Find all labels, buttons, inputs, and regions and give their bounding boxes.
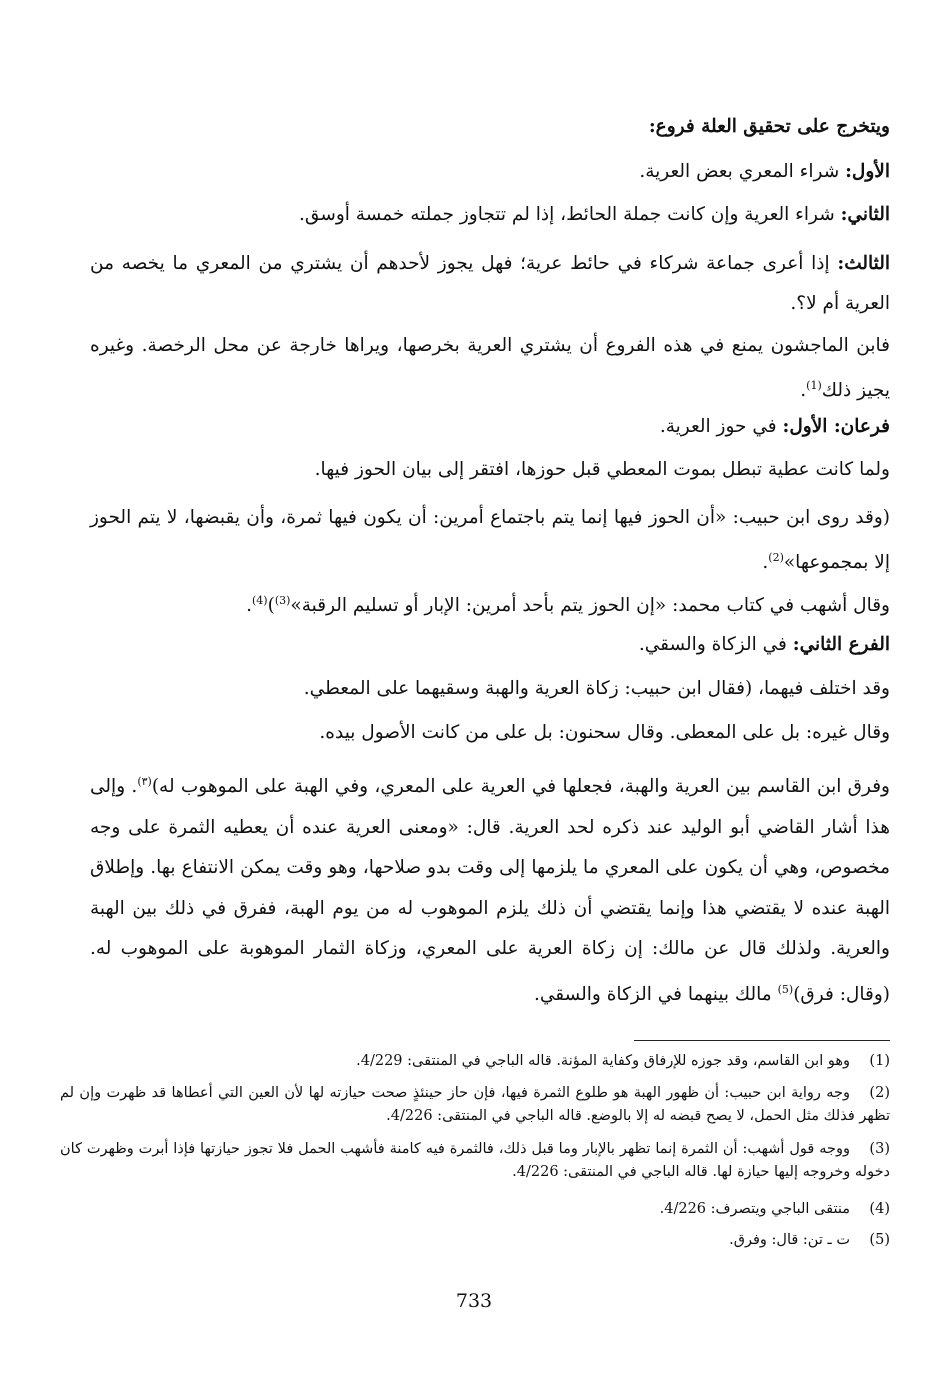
footnote-ref: (2) — [768, 551, 784, 564]
footnote-text: ووجه قول أشهب: أن الثمرة إنما تظهر بالإبار وما قبل ذلك، فالثمرة فيه كامنة فأشهب الحمل فلا تجوز حيازتها فإذا أبرت وظهرت كان دخوله وخروجه إليها حيازة لها. قاله الباجي في المنتقى: 4/226. — [60, 1141, 890, 1180]
footnote-ref: (٣) — [137, 775, 152, 788]
paragraph-ashhab — [90, 586, 890, 621]
footnote-ref: (3) — [274, 594, 291, 607]
paragraph-text: وفرق ابن القاسم بين العرية والهبة، فجعلها في العرية على المعري، وفي الهبة على الموهوب له) — [151, 776, 890, 798]
footnote-ref: (4) — [252, 594, 268, 607]
footnote-ref: (5) — [777, 982, 794, 996]
paragraph-text: فابن الماجشون يمنع في هذه الفروع أن يشتري العرية بخرصها، ويراها خارجة عن محل الرخصة. وغيره يجيز ذلك — [90, 335, 890, 402]
paragraph-sahnun — [90, 718, 890, 748]
paragraph-disagreement — [90, 674, 890, 704]
paragraph-text: وقال غيره: بل على المعطى. وقال سحنون: بل على من كانت الأصول بيده. — [319, 722, 890, 743]
paragraph-text: (وقد روى ابن حبيب: «أن الحوز فيها إنما يتم باجتماع أمرين: أن يكون فيها ثمرة، وأن يقبضها، لا يتم الحوز إلا بمجموعها» — [90, 507, 890, 574]
paragraph-two-branches — [90, 412, 890, 442]
footnote-separator — [634, 1040, 890, 1041]
footnote-5 — [60, 1229, 890, 1252]
paragraph-second-branch — [90, 200, 890, 230]
footnote-text: وجه رواية ابن حبيب: أن ظهور الهبة هو طلوع الثمرة فيها، فإن حاز حينئذٍ صحت حيازته لها لأن العين التي أعطاها قد ظهرت وإن لم تظهر فذلك مثل الحمل، لا يصح قبضه له إلا بالوضع. قاله الباجي في المنتقى: 4/226. — [60, 1085, 890, 1124]
paragraph-text: . — [800, 380, 807, 402]
paragraph-text: . وإلى هذا أشار القاضي أبو الوليد عند ذكره لحد العرية. قال: «ومعنى العرية عنده أن يعطيه الثمرة على وجه مخصوص، وهي أن يكون على المعري ما يلزمها إلى وقت بدو صلاحها، وهو وقت يمكن الانتفاع بها. وإطلاق الهبة عنده لا يقتضي هذا وإنما يقتضي أن ذلك يلزم الموهوب له من يوم الهبة، ففرق في ذلك بين الهبة والعرية. ولذلك قال عن مالك: إن زكاة العرية على المعري، وزكاة الثمار الموهوبة على الموهوب له. (وقال: فرق) — [90, 776, 890, 1005]
paragraph-first-branch — [90, 157, 890, 187]
paragraph-text: في حوز العرية. — [659, 416, 783, 437]
heading-text: ويتخرج على تحقيق العلة فروع: — [648, 116, 890, 137]
footnote-number: (4) — [869, 1201, 890, 1217]
paragraph-gift-void — [90, 455, 890, 485]
branch-label: الفرع الثاني: — [792, 634, 890, 655]
footnote-4 — [60, 1198, 890, 1221]
paragraph-text: مالك بينهما في الزكاة والسقي. — [533, 983, 778, 1005]
footnote-text: منتقى الباجي ويتصرف: 4/226. — [659, 1201, 850, 1217]
branch-label: الأول: — [845, 161, 890, 182]
paragraph-text: وقد اختلف فيهما، (فقال ابن حبيب: زكاة العرية والهبة وسقيهما على المعطي. — [303, 678, 890, 699]
paragraph-third-branch — [90, 244, 890, 324]
footnote-1 — [60, 1050, 890, 1073]
paragraph-ibn-qasim — [90, 762, 890, 1015]
footnote-number: (1) — [869, 1053, 890, 1069]
paragraph-text: في الزكاة والسقي. — [638, 634, 793, 655]
paragraph-text: . — [762, 552, 769, 574]
footnote-number: (5) — [869, 1232, 890, 1248]
footnote-2 — [60, 1082, 890, 1128]
footnote-text: ت ـ تن: قال: وفرق. — [729, 1232, 850, 1248]
paragraph-text: وقال أشهب في كتاب محمد: «إن الحوز يتم بأحد أمرين: الإبار أو تسليم الرقبة» — [290, 595, 890, 617]
paragraph-text: ولما كانت عطية تبطل بموت المعطي قبل حوزها، افتقر إلى بيان الحوز فيها. — [314, 459, 890, 480]
paragraph-ibn-habib — [90, 498, 890, 583]
paragraph-text: . — [246, 595, 252, 617]
paragraph-ibn-majishun — [90, 326, 890, 411]
paragraph-second-subbranch — [90, 630, 890, 660]
footnote-number: (2) — [869, 1085, 890, 1101]
footnote-3 — [60, 1138, 890, 1184]
paragraph-text: شراء المعري بعض العرية. — [639, 161, 846, 182]
page-number: 733 — [455, 1290, 493, 1312]
paragraph-text: شراء العرية وإن كانت جملة الحائط، إذا لم تتجاوز جملته خمسة أوسق. — [299, 204, 841, 225]
footnote-ref: (1) — [806, 379, 822, 392]
branch-label: الثالث: — [837, 253, 890, 274]
branch-label: فرعان: الأول: — [782, 416, 890, 437]
paragraph-text: إذا أعرى جماعة شركاء في حائط عرية؛ فهل يجوز لأحدهم أن يشتري من المعري ما يخصه من العرية أم لا؟. — [90, 253, 890, 314]
section-heading — [90, 112, 890, 142]
footnote-text: وهو ابن القاسم، وقد جوزه للإرفاق وكفاية المؤنة. قاله الباجي في المنتقى: 4/229. — [356, 1053, 850, 1069]
branch-label: الثاني: — [840, 204, 890, 225]
footnote-number: (3) — [869, 1141, 890, 1157]
paragraph-text: ) — [267, 595, 275, 617]
